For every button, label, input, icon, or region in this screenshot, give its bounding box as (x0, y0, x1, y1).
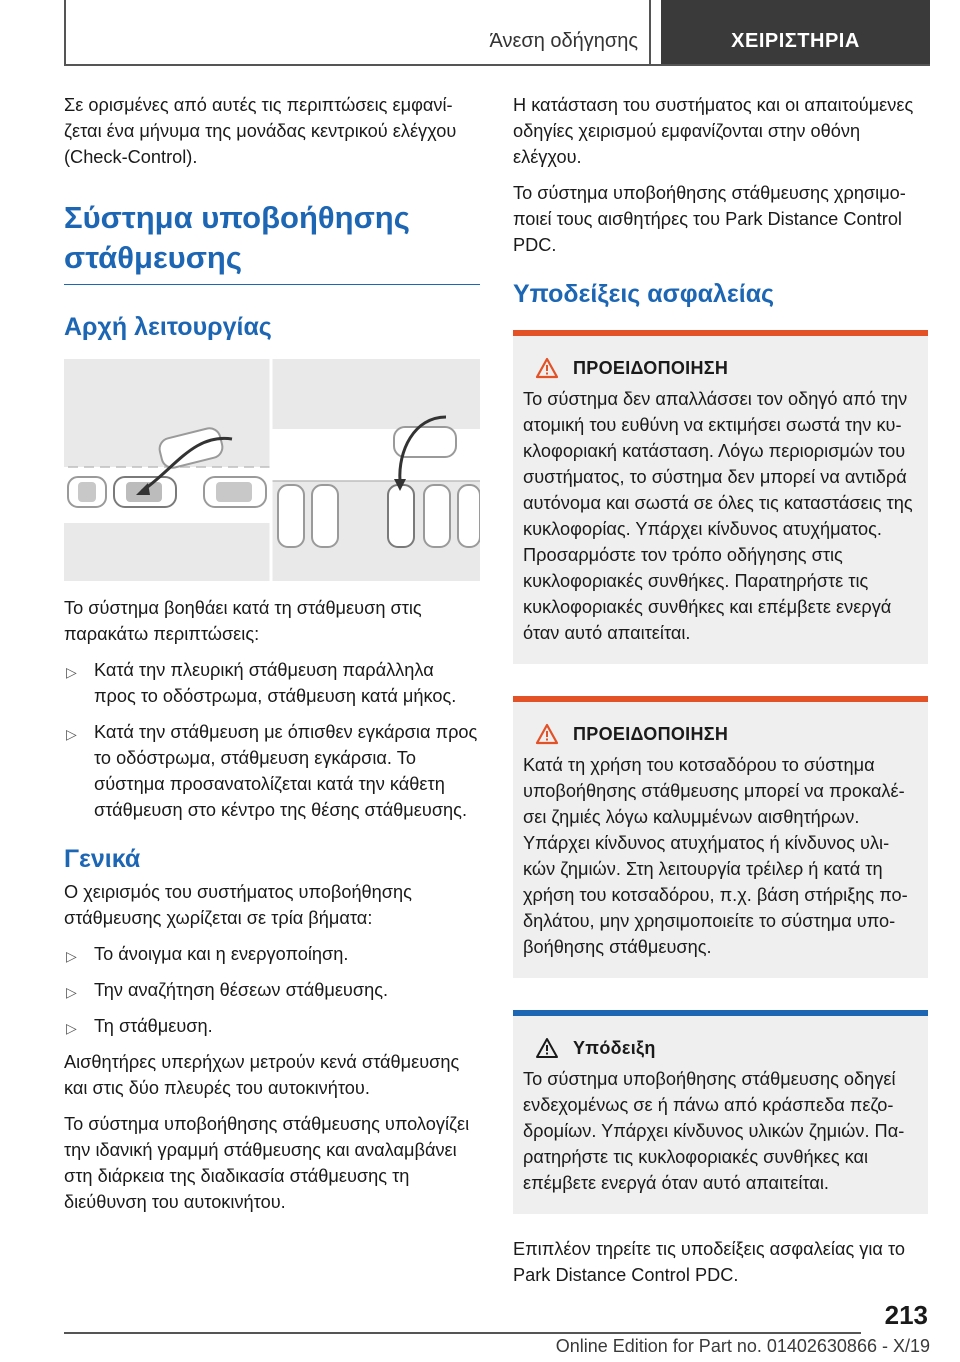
warning-triangle-icon (535, 357, 559, 379)
principle-heading: Αρχή λειτουργίας (64, 313, 272, 341)
warning-box-1 (513, 330, 928, 664)
header-rule (64, 64, 930, 66)
parallel-car-rear (68, 477, 106, 507)
footer-edition: Online Edition for Part no. 01402630866 - X/19 (555, 1336, 930, 1356)
header-left-tick (64, 0, 66, 66)
principle-paragraph: Το σύστημα βοηθάει κατά τη στάθμευση στις παρακάτω περιπτώσεις: (64, 598, 422, 644)
parking-illustration (64, 359, 480, 581)
triangle-right-icon: ▷ (66, 1020, 77, 1036)
parking-diagram-svg (64, 359, 480, 581)
intro-paragraph: Σε ορισμένες από αυτές τις περιπτώσεις εμφανίζεται ένα μήνυμα της μονάδας κεντρικού ελέγχου (Check-Control). (64, 95, 457, 167)
list-item: ▷ Κατά την πλευρική στάθμευση παράλληλα προς το οδόστρωμα, στάθμευση κατά μήκος. (66, 660, 457, 706)
list-item: ▷ Το άνοιγμα και η ενεργοποίηση. (64, 941, 480, 967)
general-paragraph: Ο χειρισμός του συστήματος υποβοήθησης στάθμευσης χωρίζεται σε τρία βήματα: (64, 882, 412, 928)
triangle-right-icon: ▷ (66, 948, 77, 964)
triangle-right-icon: ▷ (66, 984, 77, 1000)
warning-triangle-icon (535, 723, 559, 745)
warning-header (523, 354, 914, 382)
steps-list (64, 941, 480, 1039)
hint-box (513, 1010, 928, 1214)
parallel-car-front (204, 477, 266, 507)
warning-box-2 (513, 696, 928, 978)
pdc-paragraph: Το σύστημα υποβοήθησης στάθμευσης χρησιμοποιεί τους αισθητήρες του Park Distance Control PDC. (513, 183, 906, 255)
hint-label: Υπόδειξη (573, 1037, 656, 1058)
left-column (64, 92, 480, 1225)
list-item: ▷ Τη στάθμευση. (64, 1013, 480, 1039)
status-paragraph: Η κατάσταση του συστήματος και οι απαιτούμενες οδηγίες χειρισμού εμφανίζονται στην οθόνη ελέγχου. (513, 95, 914, 167)
calculation-paragraph: Το σύστημα υποβοήθησης στάθμευσης υπολογίζει την ιδανική γραμμή στάθμευσης και αναλαμβάνει στη διάρκεια της διαδικασία στάθμευσης τη διεύθυνση του αυτοκινήτου. (64, 1114, 470, 1212)
sensors-paragraph: Αισθητήρες υπερήχων μετρούν κενά στάθμευσης και στις δύο πλευρές του αυτοκινήτου. (64, 1052, 460, 1098)
triangle-right-icon: ▷ (66, 664, 77, 680)
page-number: 213 (884, 1300, 928, 1330)
warning-label: ΠΡΟΕΙΔΟΠΟΙΗΣΗ (573, 723, 729, 744)
hint-text: Το σύστημα υποβοήθησης στάθμευσης οδηγεί ενδεχομένως σε ή πάνω από κράσπεδα πεζοδρομίων. Υπάρχει κίνδυνος υλικών ζημιών. Παρατηρήστε τις κυκλοφοριακές συνθήκες και επέμβετε ενεργά όταν αυτό απαιτείται. (523, 1069, 905, 1193)
warning-text: Κατά τη χρήση του κοτσαδόρου το σύστημα υποβοήθησης στάθμευσης μπορεί να προκαλέσει ζημιές λόγω καλυμμένων αισθητήρων. Υπάρχει κίνδυνος ατυχήματος ή κίνδυνος υλικών ζημιών. Στη λειτουργία τρέιλερ ή κατά τη χρήση του κοτσαδόρου, π.χ. βάση στήριξης ποδηλάτου, μην χρησιμοποιείτε το σύστημα υποβοήθησης στάθμευσης. (523, 755, 908, 957)
header-chapter-tab[interactable]: ΧΕΙΡΙΣΤΗΡΙΑ (661, 0, 930, 64)
footer-rule (64, 1332, 861, 1334)
warning-text: Το σύστημα δεν απαλλάσσει τον οδηγό από την ατομική του ευθύνη να εκτιμήσει σωστά την κυκλοφοριακή κατάσταση. Λόγω περιορισμών του συστήματος, το σύστημα δεν μπορεί να αντιδρά αυτόνομα και σωστά σε όλες τις καταστάσεις της κυκλοφορίας. Υπάρχει κίνδυνος ατυχήματος. Προσαρμόστε τον τρόπο οδήγησης στις κυκλοφοριακές συνθήκες. Παρατηρήστε τις κυκλοφοριακές συνθήκες και επέμβετε ενεργά όταν αυτό απαιτείται. (523, 389, 913, 643)
further-paragraph: Επιπλέον τηρείτε τις υποδείξεις ασφαλείας για το Park Distance Control PDC. (513, 1239, 906, 1285)
hint-header (523, 1034, 914, 1062)
general-heading: Γενικά (64, 845, 141, 873)
list-item: ▷ Την αναζήτηση θέσεων στάθμευσης. (64, 977, 480, 1003)
warning-triangle-icon (535, 1037, 559, 1059)
warning-header (523, 720, 914, 748)
safety-heading: Υποδείξεις ασφαλείας (513, 280, 775, 308)
parking-cases-list (64, 657, 480, 823)
triangle-right-icon: ▷ (66, 726, 77, 742)
warning-label: ΠΡΟΕΙΔΟΠΟΙΗΣΗ (573, 357, 729, 378)
list-item: ▷ Κατά την στάθμευση με όπισθεν εγκάρσια προς το οδόστρωμα, στάθμευση εγκάρσια. Το σύστημα προσανατολίζεται κατά την κάθετη στάθμευση στο κέντρο της θέσης στάθμευσης. (66, 722, 478, 820)
section-title: Σύστημα υποβοήθησης στάθμευσης (64, 198, 480, 285)
header-separator (649, 0, 651, 66)
header-section-title: Άνεση οδήγησης (489, 30, 638, 52)
right-column (513, 92, 928, 1298)
